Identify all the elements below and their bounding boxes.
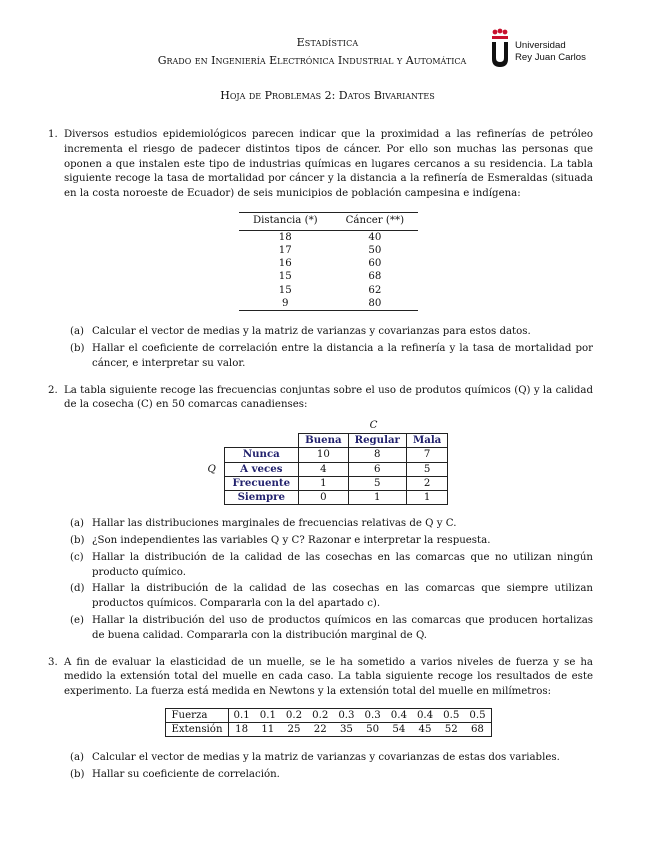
subquestion-label: (a): [70, 326, 85, 338]
table-cell: 1: [406, 491, 447, 505]
table-cell: 50: [360, 723, 386, 737]
subquestion-label: (a): [70, 752, 85, 764]
row-variable-label: Q: [207, 464, 216, 476]
table-row: [224, 448, 448, 462]
table-cell: 18: [228, 723, 255, 737]
subquestion: [64, 325, 593, 340]
table-cell: 54: [386, 723, 412, 737]
subquestion: [64, 582, 593, 612]
university-name-line2: Rey Juan Carlos: [515, 51, 586, 63]
table-header: Cáncer (**): [332, 212, 418, 230]
table-cell: 52: [438, 723, 464, 737]
table-cell: 0.5: [438, 708, 464, 722]
subquestion-text: Hallar la distribución del uso de productos químicos en las comarcas que producen hortalizas de buena calidad. Compararla con la distribución marginal de Q.: [92, 615, 593, 641]
table-cell: 0.4: [412, 708, 438, 722]
table-header: Distancia (*): [239, 212, 332, 230]
table-cell: 18: [278, 231, 292, 243]
table-cell: 5: [406, 462, 447, 476]
table-row: [224, 462, 448, 476]
table-row: [166, 723, 491, 737]
table-cell: 45: [412, 723, 438, 737]
subquestion-text: Hallar la distribución de la calidad de las cosechas en las comarcas que siempre utilizan productos químicos. Compararla con la del apartado c).: [92, 583, 593, 610]
table-cell: 17: [278, 244, 292, 256]
table-row: [224, 491, 448, 505]
table-cell: 25: [281, 723, 307, 737]
university-name-line1: Universidad: [515, 40, 566, 51]
table-cell: 0.1: [255, 708, 281, 722]
table-cell: 7: [406, 448, 447, 462]
table-header: Mala: [406, 434, 447, 448]
table-row: [166, 708, 491, 722]
table-cell: 15: [278, 284, 292, 296]
problem-list: [48, 128, 593, 783]
subquestion-label: (d): [70, 583, 85, 595]
table-cell: 1: [299, 476, 349, 490]
subquestion: [64, 614, 593, 644]
subquestion-text: ¿Son independientes las variables Q y C? Razonar e interpretar la respuesta.: [92, 535, 491, 547]
table-cell: 0.4: [386, 708, 412, 722]
table-cell: 60: [368, 258, 382, 270]
table-cell: 8: [348, 448, 406, 462]
table-cell: 16: [278, 258, 292, 270]
university-name: [515, 40, 586, 64]
subquestion: [64, 751, 593, 766]
problem-statement: Diversos estudios epidemiológicos parecen indicar que la proximidad a las refinerías de petróleo incrementa el riesgo de padecer distintos tipos de cáncer. Por ello son muchas las personas que oponen a que instalen este tipo de industrias químicas en lugares cercanos a su residencia. La tabla siguiente recoge la tasa de mortalidad por cáncer y la distancia a la refinería de Esmeraldas (situada en la costa noroeste de Ecuador) de seis municipios de población campesina e indígena:: [64, 129, 593, 200]
subquestion: [64, 534, 593, 549]
table-cell: 0.2: [307, 708, 333, 722]
table-cell: 0.2: [281, 708, 307, 722]
table-cell: 0: [299, 491, 349, 505]
university-logo: [487, 28, 597, 70]
row-header: Nunca: [224, 448, 299, 462]
table-corner: [224, 434, 299, 448]
table-cell: 35: [333, 723, 359, 737]
table-row: [239, 270, 418, 283]
table-header: Buena: [299, 434, 349, 448]
subquestion-label: (a): [70, 518, 85, 530]
table-row: [239, 284, 418, 297]
problem-2: [48, 384, 593, 644]
document-header: [0, 0, 655, 120]
problem-statement: A fin de evaluar la elasticidad de un muelle, se le ha sometido a varios niveles de fuerza y se ha medido la extensión total del muelle en cada caso. La tabla siguiente recoge los resultados de este experimento. La fuerza está medida en Newtons y la extensión total del muelle en milímetros:: [64, 656, 593, 698]
table-row: [239, 257, 418, 270]
table-cell: 1: [348, 491, 406, 505]
row-header: Fuerza: [166, 708, 228, 722]
problem-number: 1.: [48, 129, 58, 140]
urjc-emblem-icon: [487, 28, 513, 68]
table-cell: 9: [239, 297, 332, 311]
force-extension-table: [165, 708, 491, 738]
problem-3: [48, 656, 593, 783]
subquestion: [64, 768, 593, 783]
subquestion-label: (b): [70, 342, 85, 354]
problem-statement: La tabla siguiente recoge las frecuencias conjuntas sobre el uso de produtos químicos (Q) y la calidad de la cosecha (C) en 50 comarcas canadienses:: [64, 384, 593, 411]
table-row: [224, 476, 448, 490]
table-cell: 22: [307, 723, 333, 737]
subquestion-label: (e): [70, 615, 84, 627]
table-cell: 62: [368, 284, 382, 296]
subquestion-text: Hallar su coeficiente de correlación.: [92, 769, 280, 781]
table-cell: 10: [299, 448, 349, 462]
subquestion-text: Hallar las distribuciones marginales de frecuencias relativas de Q y C.: [92, 518, 457, 530]
table-cell: 68: [368, 271, 382, 283]
subquestion-text: Calcular el vector de medias y la matriz de varianzas y covarianzas de estas dos variables.: [92, 752, 560, 764]
sheet-title: Hoja de Problemas 2: Datos Bivariantes: [220, 89, 435, 102]
table-cell: 0.1: [228, 708, 255, 722]
row-header: Siempre: [224, 491, 299, 505]
table-cell: 0.3: [360, 708, 386, 722]
contingency-table: [224, 433, 449, 505]
subquestion-label: (b): [70, 769, 85, 781]
table-cell: 11: [255, 723, 281, 737]
row-header: Extensión: [166, 723, 228, 737]
row-header: A veces: [224, 462, 299, 476]
subquestion-label: (b): [70, 535, 85, 547]
subquestion-text: Hallar el coeficiente de correlación entre la distancia a la refinería y la tasa de mortalidad por cáncer, e interpretar su valor.: [92, 342, 593, 369]
problem-1: [48, 128, 593, 372]
subquestion-text: Calcular el vector de medias y la matriz de varianzas y covarianzas para estos datos.: [92, 326, 531, 338]
table-cell: 2: [406, 476, 447, 490]
table-row: [239, 230, 418, 244]
table-cell: 4: [299, 462, 349, 476]
table-cell: 6: [348, 462, 406, 476]
column-variable-label: C: [369, 420, 378, 432]
table-cell: 0.5: [464, 708, 491, 722]
table-cell: 5: [348, 476, 406, 490]
subquestion: [64, 551, 593, 581]
table-cell: 68: [464, 723, 491, 737]
table-cell: 15: [278, 271, 292, 283]
problem-number: 3.: [48, 656, 58, 668]
table-cell: 40: [368, 231, 382, 243]
problem-number: 2.: [48, 384, 58, 396]
table-header: Regular: [348, 434, 406, 448]
course-title: Estadística: [296, 36, 359, 49]
degree-title: Grado en Ingeniería Electrónica Industrial y Automática: [157, 54, 467, 67]
subquestion: [64, 342, 593, 372]
table-cell: 0.3: [333, 708, 359, 722]
table-row: [239, 297, 418, 311]
subquestion-label: (c): [70, 551, 84, 563]
table-cell: 50: [368, 244, 382, 256]
table-row: [239, 244, 418, 257]
contingency-table-wrapper: [207, 419, 442, 505]
table-cell: 80: [332, 297, 418, 311]
subquestion-text: Hallar la distribución de la calidad de las cosechas en las comarcas que no utilizan ningún producto químico.: [92, 551, 593, 578]
subquestion: [64, 517, 593, 532]
distance-cancer-table: [239, 212, 418, 311]
row-header: Frecuente: [224, 476, 299, 490]
